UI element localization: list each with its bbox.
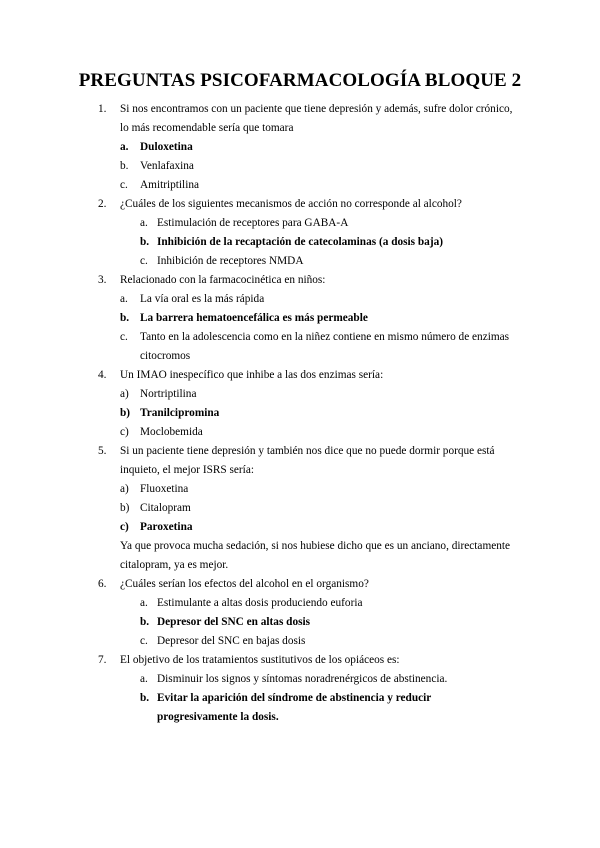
option-b: b. Evitar la aparición del síndrome de abstinencia y reducir progresivamente la dosis. [140,692,432,723]
question-number: 1. [98,103,107,115]
page-title: PREGUNTAS PSICOFARMACOLOGÍA BLOQUE 2 [78,70,522,91]
question-text: ¿Cuáles serían los efectos del alcohol en el organismo? [120,578,369,590]
question-number: 7. [98,654,107,666]
option-b: b. La barrera hematoencefálica es más permeable [120,312,368,324]
option-c: c) Moclobemida [120,426,203,438]
question-text: Si nos encontramos con un paciente que tiene depresión y además, sufre dolor crónico, lo más recomendable sería que tomara [120,103,513,134]
option-a: a. Duloxetina [120,141,193,153]
option-b: b. Inhibición de la recaptación de catecolaminas (a dosis baja) [140,236,443,248]
option-a: a. Estimulación de receptores para GABA-A [140,217,349,229]
question-1 [0,100,600,195]
question-number: 6. [98,578,107,590]
question-text: Si un paciente tiene depresión y también nos dice que no puede dormir porque está inquieto, el mejor ISRS sería: [120,445,495,476]
question-3 [0,271,600,366]
option-c: c. Depresor del SNC en bajas dosis [140,635,306,647]
option-c: c. Inhibición de receptores NMDA [140,255,304,267]
question-number: 5. [98,445,107,457]
option-a: a) Fluoxetina [120,483,189,495]
option-c: c. Tanto en la adolescencia como en la niñez contiene en mismo número de enzimas citocromos [120,331,510,362]
explanation-note: Ya que provoca mucha sedación, si nos hubiese dicho que es un anciano, directamente citalopram, ya es mejor. [120,540,511,571]
option-a: a. Estimulante a altas dosis produciendo euforia [140,597,363,609]
question-6 [0,575,600,651]
question-text: ¿Cuáles de los siguientes mecanismos de acción no corresponde al alcohol? [120,198,462,210]
question-text: Relacionado con la farmacocinética en niños: [120,274,326,286]
question-text: Un IMAO inespecífico que inhibe a las dos enzimas sería: [120,369,384,381]
option-b: b. Venlafaxina [120,160,194,172]
option-a: a. La vía oral es la más rápida [120,293,265,305]
option-b: b) Tranilcipromina [120,407,220,419]
question-number: 4. [98,369,107,381]
question-4 [0,366,600,442]
question-list [0,100,600,727]
question-number: 2. [98,198,107,210]
option-b: b. Depresor del SNC en altas dosis [140,616,311,628]
option-a: a) Nortriptilina [120,388,197,400]
option-b: b) Citalopram [120,502,191,514]
question-text: El objetivo de los tratamientos sustitutivos de los opiáceos es: [120,654,400,666]
option-c: c) Paroxetina [120,521,193,533]
option-c: c. Amitriptilina [120,179,199,191]
question-7 [0,651,600,727]
question-5 [0,442,600,575]
option-a: a. Disminuir los signos y síntomas noradrenérgicos de abstinencia. [140,673,448,685]
question-number: 3. [98,274,107,286]
question-2 [0,195,600,271]
